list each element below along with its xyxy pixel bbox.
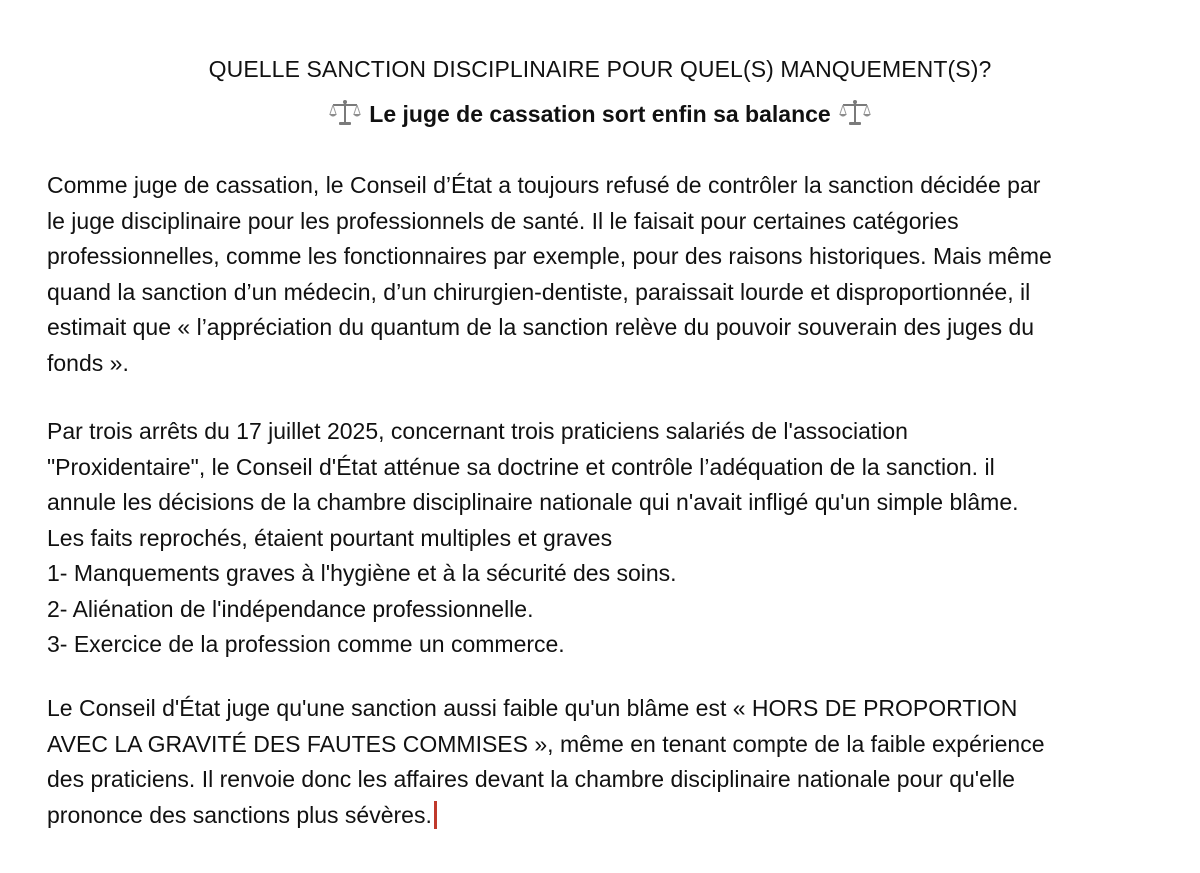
list-item: 2- Aliénation de l'indépendance professionnelle. xyxy=(47,595,534,622)
text-line-content: prononce des sanctions plus sévères. xyxy=(47,801,432,828)
text-line: professionnelles, comme les fonctionnaires par exemple, pour des raisons historiques. Mais même xyxy=(47,243,1052,269)
document-title: QUELLE SANCTION DISCIPLINAIRE POUR QUEL(S) MANQUEMENT(S)? xyxy=(208,56,992,82)
text-line: le juge disciplinaire pour les professionnels de santé. Il le faisait pour certaines catégories xyxy=(47,207,959,234)
text-line: Comme juge de cassation, le Conseil d’État a toujours refusé de contrôler la sanction décidée par xyxy=(47,172,1041,198)
text-line: fonds ». xyxy=(47,349,129,376)
text-line: estimait que « l’appréciation du quantum de la sanction relève du pouvoir souverain des juges du xyxy=(47,314,1035,340)
list-item: 3- Exercice de la profession comme un commerce. xyxy=(47,631,565,657)
text-line: quand la sanction d’un médecin, d’un chirurgien-dentiste, paraissait lourde et disproportionnée, il xyxy=(47,278,1031,305)
text-line: annule les décisions de la chambre disciplinaire nationale qui n'avait infligé qu'un simple blâme. xyxy=(47,489,1019,515)
document-subtitle xyxy=(0,96,1200,132)
paragraph-conclusion xyxy=(47,691,1167,833)
paragraph-cassation-history xyxy=(47,168,1167,381)
text-cursor xyxy=(434,801,437,829)
text-line: Le Conseil d'État juge qu'une sanction aussi faible qu'un blâme est « HORS DE PROPORTION xyxy=(47,695,1018,721)
text-line: Par trois arrêts du 17 juillet 2025, concernant trois praticiens salariés de l'association xyxy=(47,418,908,444)
last-text-line xyxy=(47,798,1167,834)
text-line: "Proxidentaire", le Conseil d'État atténue sa doctrine et contrôle l’adéquation de la sanction. il xyxy=(47,453,995,480)
subtitle-text: Le juge de cassation sort enfin sa balance xyxy=(369,101,831,127)
scales-icon xyxy=(839,99,871,127)
paragraph-rulings xyxy=(47,414,1167,663)
list-item: 1- Manquements graves à l'hygiène et à la sécurité des soins. xyxy=(47,560,677,586)
text-line: Les faits reprochés, étaient pourtant multiples et graves xyxy=(47,524,613,551)
scales-icon xyxy=(329,99,361,127)
text-line: AVEC LA GRAVITÉ DES FAUTES COMMISES », même en tenant compte de la faible expérience xyxy=(47,730,1045,757)
text-line: des praticiens. Il renvoie donc les affaires devant la chambre disciplinaire nationale pour qu'elle xyxy=(47,766,1015,792)
